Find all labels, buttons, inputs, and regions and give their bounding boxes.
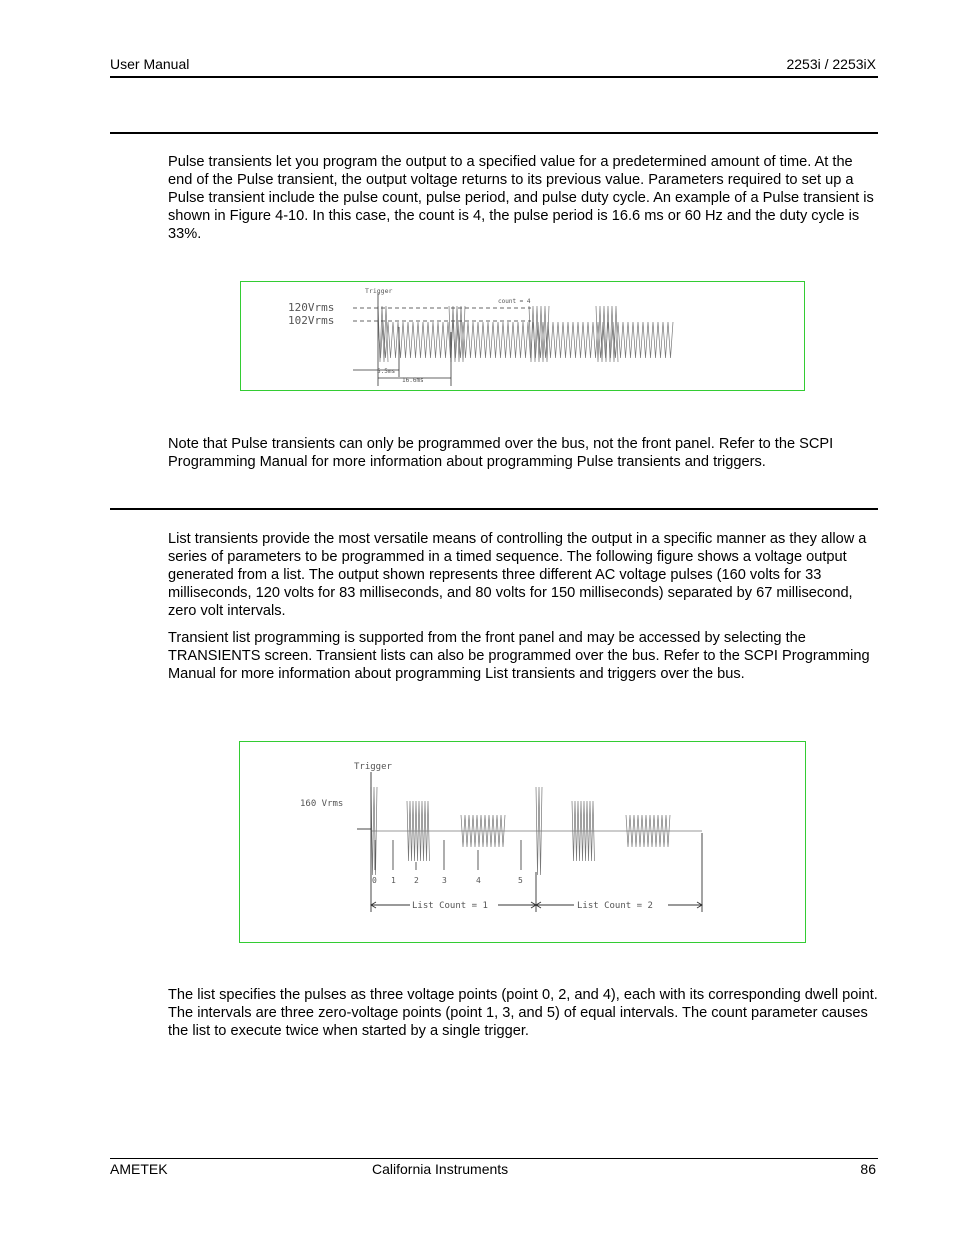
pulse-trigger-label: Trigger [365, 287, 393, 295]
header-title: User Manual [110, 56, 190, 72]
point-label-4: 4 [476, 876, 481, 885]
pulse-paragraph: Pulse transients let you program the output to a specified value for a predetermined amount of time. At the end of the Pulse transient, the output voltage returns to its previous value. Parameters required to set up a Pulse transient include the pulse count, pulse period, and pulse duty cycle. An example of a Pulse transient is shown in Figure 4-10. In this case, the count is 4, the pulse period is 16.6 ms or 60 Hz and the duty cycle is 33%. [168, 154, 874, 242]
pulse-figure [240, 281, 805, 391]
point-label-0: 0 [372, 876, 377, 885]
point-label-2: 2 [414, 876, 419, 885]
section-divider-pulse [110, 132, 878, 134]
point-label-5: 5 [518, 876, 523, 885]
pulse-diagram [241, 282, 806, 392]
pulse-note: Note that Pulse transients can only be programmed over the bus, not the front panel. Refer to the SCPI Programming Manual for more information about programming Pulse transients and triggers. [168, 436, 834, 470]
pulse-count-label: count = 4 [498, 298, 531, 305]
level-120-label: 120Vrms [288, 301, 335, 314]
point-label-1: 1 [391, 876, 396, 885]
list-diagram [240, 742, 807, 944]
list-waveform [371, 787, 702, 875]
dim-long-label: 16.6ms [402, 377, 424, 384]
list-paragraph-2: Transient list programming is supported from the front panel and may be accessed by selecting the TRANSIENTS screen. Transient lists can also be programmed over the bus. Refer to the SCPI Programming Manual for more information about programming List transients and triggers over the bus. [168, 630, 870, 682]
footer-division: California Instruments [372, 1161, 509, 1177]
level-102-label: 102Vrms [288, 314, 335, 327]
header-model: 2253i / 2253iX [786, 56, 876, 72]
pulse-waveform [378, 306, 673, 362]
list-trigger-label: Trigger [354, 762, 392, 772]
footer-rule [110, 1158, 878, 1159]
header-rule [110, 76, 878, 78]
section-divider-list [110, 508, 878, 510]
list-figure [239, 741, 806, 943]
pulse-burst [596, 306, 618, 362]
list-count-2-label: List Count = 2 [577, 901, 653, 911]
dim-short-label: 5.5ms [377, 368, 396, 375]
level-160-label: 160 Vrms [300, 799, 344, 809]
point-label-3: 3 [442, 876, 447, 885]
pulse-burst [378, 306, 388, 362]
base-sine-segment [378, 322, 673, 358]
page-number: 86 [860, 1161, 876, 1177]
list-count-1-label: List Count = 1 [412, 901, 488, 911]
list-paragraph-3: The list specifies the pulses as three voltage points (point 0, 2, and 4), each with its corresponding dwell point. The intervals are three zero-voltage points (point 1, 3, and 5) of equal intervals. The count parameter causes the list to execute twice when started by a single trigger. [168, 987, 878, 1039]
footer-company: AMETEK [110, 1161, 168, 1177]
list-paragraph-1: List transients provide the most versatile means of controlling the output in a specific manner as they allow a series of parameters to be programmed in a timed sequence. The following figure shows a voltage output generated from a list. The output shown represents three different AC voltage pulses (160 volts for 33 milliseconds, 120 volts for 83 milliseconds, and 80 volts for 150 milliseconds) separated by 67 millisecond, zero volt intervals. [168, 531, 867, 619]
